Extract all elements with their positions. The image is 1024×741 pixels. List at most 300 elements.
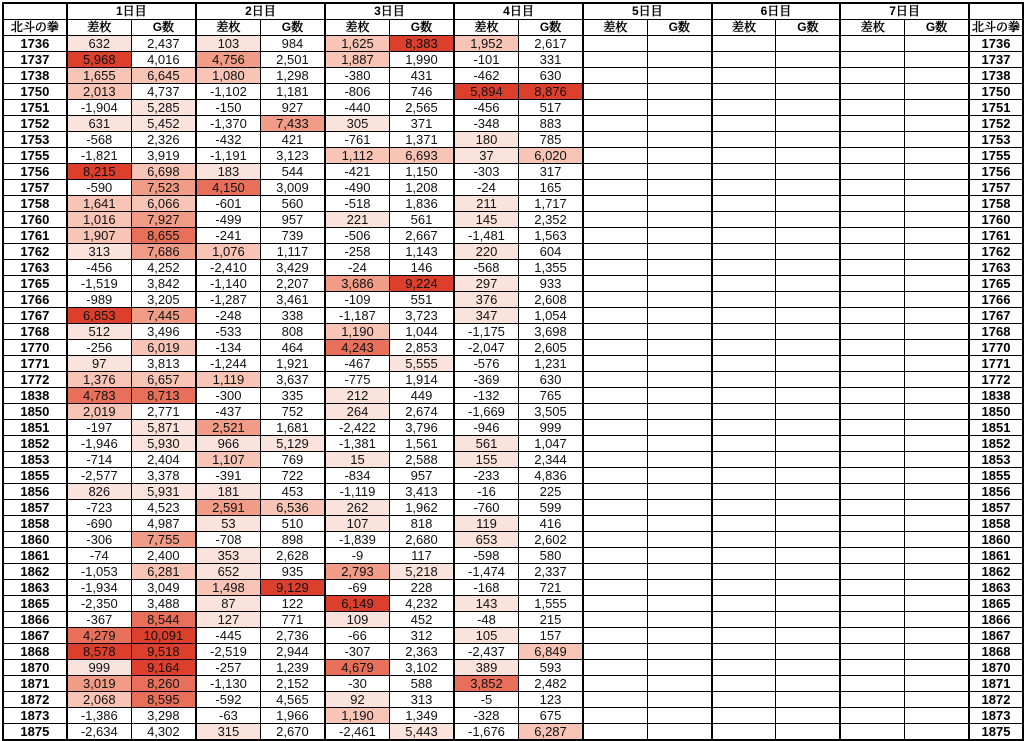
empty-cell	[583, 500, 647, 516]
day-header: 5日目	[583, 3, 712, 20]
empty-cell	[776, 388, 840, 404]
diff-cell: -499	[196, 212, 261, 228]
diff-cell: 1,112	[325, 148, 390, 164]
games-cell: 630	[519, 68, 583, 84]
empty-cell	[583, 356, 647, 372]
diff-cell: -24	[454, 180, 519, 196]
diff-cell: 97	[67, 356, 132, 372]
games-cell: 9,129	[260, 580, 324, 596]
machine-number: 1852	[3, 436, 67, 452]
empty-cell	[776, 468, 840, 484]
games-cell: 739	[260, 228, 324, 244]
diff-cell: 107	[325, 516, 390, 532]
games-cell: 1,990	[389, 52, 453, 68]
empty-cell	[776, 196, 840, 212]
diff-cell: 376	[454, 292, 519, 308]
empty-cell	[905, 196, 969, 212]
empty-cell	[840, 228, 904, 244]
empty-cell	[583, 308, 647, 324]
empty-cell	[712, 580, 776, 596]
games-cell: 371	[389, 116, 453, 132]
diff-cell: -421	[325, 164, 390, 180]
empty-cell	[712, 116, 776, 132]
games-cell: 1,561	[389, 436, 453, 452]
diff-cell: 305	[325, 116, 390, 132]
diff-cell: -1,175	[454, 324, 519, 340]
diff-cell: -592	[196, 692, 261, 708]
empty-cell	[776, 596, 840, 612]
games-cell: 449	[389, 388, 453, 404]
games-cell: 431	[389, 68, 453, 84]
diff-cell: 143	[454, 596, 519, 612]
diff-cell: 119	[454, 516, 519, 532]
games-cell: 215	[519, 612, 583, 628]
empty-cell	[905, 596, 969, 612]
empty-cell	[583, 708, 647, 724]
diff-cell: -307	[325, 644, 390, 660]
diff-cell: -248	[196, 308, 261, 324]
games-cell: 2,363	[389, 644, 453, 660]
empty-cell	[905, 644, 969, 660]
empty-cell	[840, 612, 904, 628]
games-cell: 675	[519, 708, 583, 724]
empty-cell	[905, 164, 969, 180]
empty-cell	[905, 260, 969, 276]
machine-number: 1752	[3, 116, 67, 132]
games-cell: 6,281	[131, 564, 196, 580]
empty-cell	[647, 308, 711, 324]
diff-cell: 4,679	[325, 660, 390, 676]
games-cell: 3,378	[131, 468, 196, 484]
empty-cell	[840, 100, 904, 116]
empty-cell	[776, 516, 840, 532]
machine-number: 1762	[3, 244, 67, 260]
empty-cell	[647, 532, 711, 548]
machine-number: 1737	[969, 52, 1023, 68]
empty-cell	[840, 388, 904, 404]
diff-cell: 180	[454, 132, 519, 148]
empty-cell	[647, 516, 711, 532]
diff-cell: -601	[196, 196, 261, 212]
empty-cell	[905, 244, 969, 260]
diff-cell: 1,655	[67, 68, 132, 84]
diff-cell: 1,190	[325, 708, 390, 724]
games-cell: 7,523	[131, 180, 196, 196]
empty-cell	[840, 420, 904, 436]
diff-cell: -256	[67, 340, 132, 356]
empty-cell	[647, 116, 711, 132]
empty-cell	[647, 484, 711, 500]
games-cell: 2,326	[131, 132, 196, 148]
empty-cell	[712, 596, 776, 612]
diff-cell: 1,887	[325, 52, 390, 68]
empty-cell	[647, 132, 711, 148]
diff-cell: 2,793	[325, 564, 390, 580]
empty-cell	[776, 132, 840, 148]
diff-cell: -1,370	[196, 116, 261, 132]
diff-cell: -1,474	[454, 564, 519, 580]
empty-cell	[840, 36, 904, 52]
machine-number: 1751	[3, 100, 67, 116]
diff-column-header: 差枚	[325, 20, 390, 36]
diff-cell: -132	[454, 388, 519, 404]
table-row	[3, 420, 1023, 436]
diff-cell: 966	[196, 436, 261, 452]
machine-number: 1875	[969, 724, 1023, 741]
diff-cell: 3,852	[454, 676, 519, 692]
games-cell: 6,287	[519, 724, 583, 741]
diff-cell: -257	[196, 660, 261, 676]
table-row	[3, 436, 1023, 452]
empty-cell	[712, 164, 776, 180]
empty-cell	[647, 724, 711, 741]
empty-cell	[905, 292, 969, 308]
games-cell: 3,461	[260, 292, 324, 308]
empty-cell	[905, 660, 969, 676]
games-cell: 6,645	[131, 68, 196, 84]
diff-cell: 109	[325, 612, 390, 628]
empty-cell	[905, 420, 969, 436]
diff-cell: 105	[454, 628, 519, 644]
empty-cell	[647, 596, 711, 612]
games-cell: 2,404	[131, 452, 196, 468]
games-cell: 2,400	[131, 548, 196, 564]
empty-cell	[776, 404, 840, 420]
games-cell: 2,736	[260, 628, 324, 644]
games-cell: 165	[519, 180, 583, 196]
diff-column-header: 差枚	[712, 20, 776, 36]
diff-cell: 37	[454, 148, 519, 164]
machine-number: 1870	[969, 660, 1023, 676]
diff-cell: -1,481	[454, 228, 519, 244]
games-cell: 1,181	[260, 84, 324, 100]
diff-cell: -432	[196, 132, 261, 148]
empty-cell	[840, 372, 904, 388]
machine-number: 1762	[969, 244, 1023, 260]
table-row	[3, 676, 1023, 692]
games-cell: 123	[519, 692, 583, 708]
empty-cell	[583, 212, 647, 228]
games-cell: 1,208	[389, 180, 453, 196]
games-cell: 517	[519, 100, 583, 116]
empty-cell	[905, 100, 969, 116]
empty-cell	[776, 548, 840, 564]
diff-cell: 4,243	[325, 340, 390, 356]
machine-number: 1766	[3, 292, 67, 308]
games-cell: 6,020	[519, 148, 583, 164]
empty-cell	[840, 132, 904, 148]
diff-cell: 87	[196, 596, 261, 612]
games-cell: 5,443	[389, 724, 453, 741]
machine-number: 1870	[3, 660, 67, 676]
empty-cell	[905, 116, 969, 132]
empty-cell	[905, 564, 969, 580]
diff-cell: -1,669	[454, 404, 519, 420]
empty-cell	[776, 148, 840, 164]
games-cell: 4,232	[389, 596, 453, 612]
diff-cell: 297	[454, 276, 519, 292]
games-cell: 452	[389, 612, 453, 628]
diff-cell: -1,244	[196, 356, 261, 372]
empty-cell	[840, 692, 904, 708]
games-cell: 9,224	[389, 276, 453, 292]
empty-cell	[905, 676, 969, 692]
machine-number: 1738	[969, 68, 1023, 84]
machine-number: 1760	[969, 212, 1023, 228]
machine-number: 1853	[3, 452, 67, 468]
games-cell: 8,713	[131, 388, 196, 404]
diff-cell: 1,498	[196, 580, 261, 596]
empty-cell	[776, 292, 840, 308]
diff-cell: -306	[67, 532, 132, 548]
table-row	[3, 164, 1023, 180]
empty-cell	[583, 724, 647, 741]
diff-cell: -1,904	[67, 100, 132, 116]
machine-number: 1768	[3, 324, 67, 340]
games-cell: 4,565	[260, 692, 324, 708]
machine-number: 1838	[3, 388, 67, 404]
empty-cell	[905, 548, 969, 564]
games-cell: 999	[519, 420, 583, 436]
table-row	[3, 564, 1023, 580]
games-cell: 1,962	[389, 500, 453, 516]
table-row	[3, 228, 1023, 244]
diff-cell: -233	[454, 468, 519, 484]
empty-cell	[583, 52, 647, 68]
machine-number: 1737	[3, 52, 67, 68]
machine-number: 1752	[969, 116, 1023, 132]
empty-cell	[647, 612, 711, 628]
machine-number: 1861	[3, 548, 67, 564]
empty-cell	[776, 612, 840, 628]
diff-column-header: 差枚	[583, 20, 647, 36]
diff-cell: -391	[196, 468, 261, 484]
games-cell: 510	[260, 516, 324, 532]
empty-cell	[776, 84, 840, 100]
empty-cell	[712, 68, 776, 84]
games-cell: 722	[260, 468, 324, 484]
empty-cell	[776, 260, 840, 276]
empty-cell	[647, 260, 711, 276]
empty-cell	[712, 36, 776, 52]
empty-cell	[712, 660, 776, 676]
games-cell: 5,931	[131, 484, 196, 500]
empty-cell	[905, 388, 969, 404]
diff-cell: -490	[325, 180, 390, 196]
machine-number: 1766	[969, 292, 1023, 308]
machine-number: 1875	[3, 724, 67, 741]
empty-cell	[647, 580, 711, 596]
empty-cell	[647, 244, 711, 260]
games-cell: 3,488	[131, 596, 196, 612]
table-row	[3, 340, 1023, 356]
empty-cell	[647, 564, 711, 580]
day-header: 3日目	[325, 3, 454, 20]
table-row	[3, 548, 1023, 564]
empty-cell	[840, 340, 904, 356]
games-cell: 122	[260, 596, 324, 612]
games-cell: 5,871	[131, 420, 196, 436]
games-cell: 593	[519, 660, 583, 676]
empty-cell	[583, 292, 647, 308]
diff-cell: 1,907	[67, 228, 132, 244]
diff-cell: -2,047	[454, 340, 519, 356]
empty-cell	[583, 372, 647, 388]
empty-cell	[776, 68, 840, 84]
diff-cell: 4,756	[196, 52, 261, 68]
diff-cell: 2,521	[196, 420, 261, 436]
machine-number: 1872	[3, 692, 67, 708]
diff-cell: -690	[67, 516, 132, 532]
games-cell: 604	[519, 244, 583, 260]
empty-cell	[712, 628, 776, 644]
empty-cell	[647, 660, 711, 676]
empty-cell	[583, 244, 647, 260]
empty-cell	[840, 468, 904, 484]
games-cell: 3,049	[131, 580, 196, 596]
empty-cell	[583, 564, 647, 580]
empty-cell	[776, 324, 840, 340]
empty-cell	[905, 724, 969, 741]
empty-cell	[647, 292, 711, 308]
diff-cell: 92	[325, 692, 390, 708]
games-cell: 1,054	[519, 308, 583, 324]
diff-cell: 103	[196, 36, 261, 52]
empty-cell	[840, 276, 904, 292]
empty-cell	[712, 564, 776, 580]
games-cell: 1,914	[389, 372, 453, 388]
empty-cell	[647, 372, 711, 388]
empty-cell	[647, 68, 711, 84]
empty-cell	[776, 724, 840, 741]
games-cell: 6,536	[260, 500, 324, 516]
machine-number: 1855	[969, 468, 1023, 484]
table-row	[3, 500, 1023, 516]
empty-cell	[905, 436, 969, 452]
empty-cell	[840, 52, 904, 68]
games-cell: 933	[519, 276, 583, 292]
games-cell: 146	[389, 260, 453, 276]
diff-cell: -437	[196, 404, 261, 420]
empty-cell	[712, 612, 776, 628]
machine-number: 1736	[969, 36, 1023, 52]
empty-cell	[712, 548, 776, 564]
games-cell: 1,239	[260, 660, 324, 676]
table-row	[3, 100, 1023, 116]
diff-cell: -834	[325, 468, 390, 484]
empty-cell	[647, 628, 711, 644]
machine-number: 1860	[969, 532, 1023, 548]
empty-cell	[712, 436, 776, 452]
table-row	[3, 404, 1023, 420]
machine-number: 1760	[3, 212, 67, 228]
diff-cell: -576	[454, 356, 519, 372]
empty-cell	[905, 180, 969, 196]
empty-cell	[840, 84, 904, 100]
games-cell: 5,129	[260, 436, 324, 452]
diff-cell: -63	[196, 708, 261, 724]
empty-cell	[583, 516, 647, 532]
games-cell: 1,921	[260, 356, 324, 372]
diff-cell: -2,519	[196, 644, 261, 660]
games-cell: 752	[260, 404, 324, 420]
diff-cell: -69	[325, 580, 390, 596]
empty-cell	[840, 580, 904, 596]
machine-number: 1866	[3, 612, 67, 628]
empty-cell	[840, 452, 904, 468]
machine-number: 1761	[3, 228, 67, 244]
empty-cell	[776, 484, 840, 500]
diff-cell: -16	[454, 484, 519, 500]
day-header: 1日目	[67, 3, 196, 20]
diff-cell: 1,107	[196, 452, 261, 468]
empty-cell	[583, 68, 647, 84]
games-cell: 2,680	[389, 532, 453, 548]
table-row	[3, 484, 1023, 500]
machine-number: 1857	[3, 500, 67, 516]
machine-number: 1757	[969, 180, 1023, 196]
empty-cell	[583, 532, 647, 548]
games-cell: 2,771	[131, 404, 196, 420]
table-row	[3, 292, 1023, 308]
diff-cell: 221	[325, 212, 390, 228]
day-header: 6日目	[712, 3, 841, 20]
empty-cell	[647, 164, 711, 180]
diff-cell: 211	[454, 196, 519, 212]
empty-cell	[712, 148, 776, 164]
diff-cell: -1,519	[67, 276, 132, 292]
machine-number: 1850	[3, 404, 67, 420]
diff-cell: 127	[196, 612, 261, 628]
empty-cell	[647, 52, 711, 68]
diff-cell: 2,068	[67, 692, 132, 708]
machine-number: 1755	[969, 148, 1023, 164]
games-cell: 3,698	[519, 324, 583, 340]
table-row	[3, 388, 1023, 404]
games-cell: 331	[519, 52, 583, 68]
diff-column-header: 差枚	[67, 20, 132, 36]
games-cell: 117	[389, 548, 453, 564]
games-cell: 560	[260, 196, 324, 212]
machine-number: 1851	[969, 420, 1023, 436]
table-row	[3, 644, 1023, 660]
empty-cell	[647, 180, 711, 196]
diff-cell: -2,634	[67, 724, 132, 741]
empty-cell	[776, 628, 840, 644]
diff-cell: 5,968	[67, 52, 132, 68]
diff-cell: -2,410	[196, 260, 261, 276]
empty-cell	[712, 484, 776, 500]
diff-cell: -1,839	[325, 532, 390, 548]
table-row	[3, 612, 1023, 628]
games-cell: 335	[260, 388, 324, 404]
day-header: 4日目	[454, 3, 583, 20]
table-row	[3, 84, 1023, 100]
games-cell: 544	[260, 164, 324, 180]
games-cell: 2,565	[389, 100, 453, 116]
empty-cell	[840, 164, 904, 180]
diff-cell: 652	[196, 564, 261, 580]
diff-cell: -348	[454, 116, 519, 132]
empty-cell	[905, 612, 969, 628]
diff-cell: 8,578	[67, 644, 132, 660]
machine-number: 1756	[3, 164, 67, 180]
empty-cell	[840, 676, 904, 692]
diff-cell: -2,350	[67, 596, 132, 612]
diff-cell: -1,130	[196, 676, 261, 692]
games-cell: 3,205	[131, 292, 196, 308]
machine-number: 1856	[3, 484, 67, 500]
